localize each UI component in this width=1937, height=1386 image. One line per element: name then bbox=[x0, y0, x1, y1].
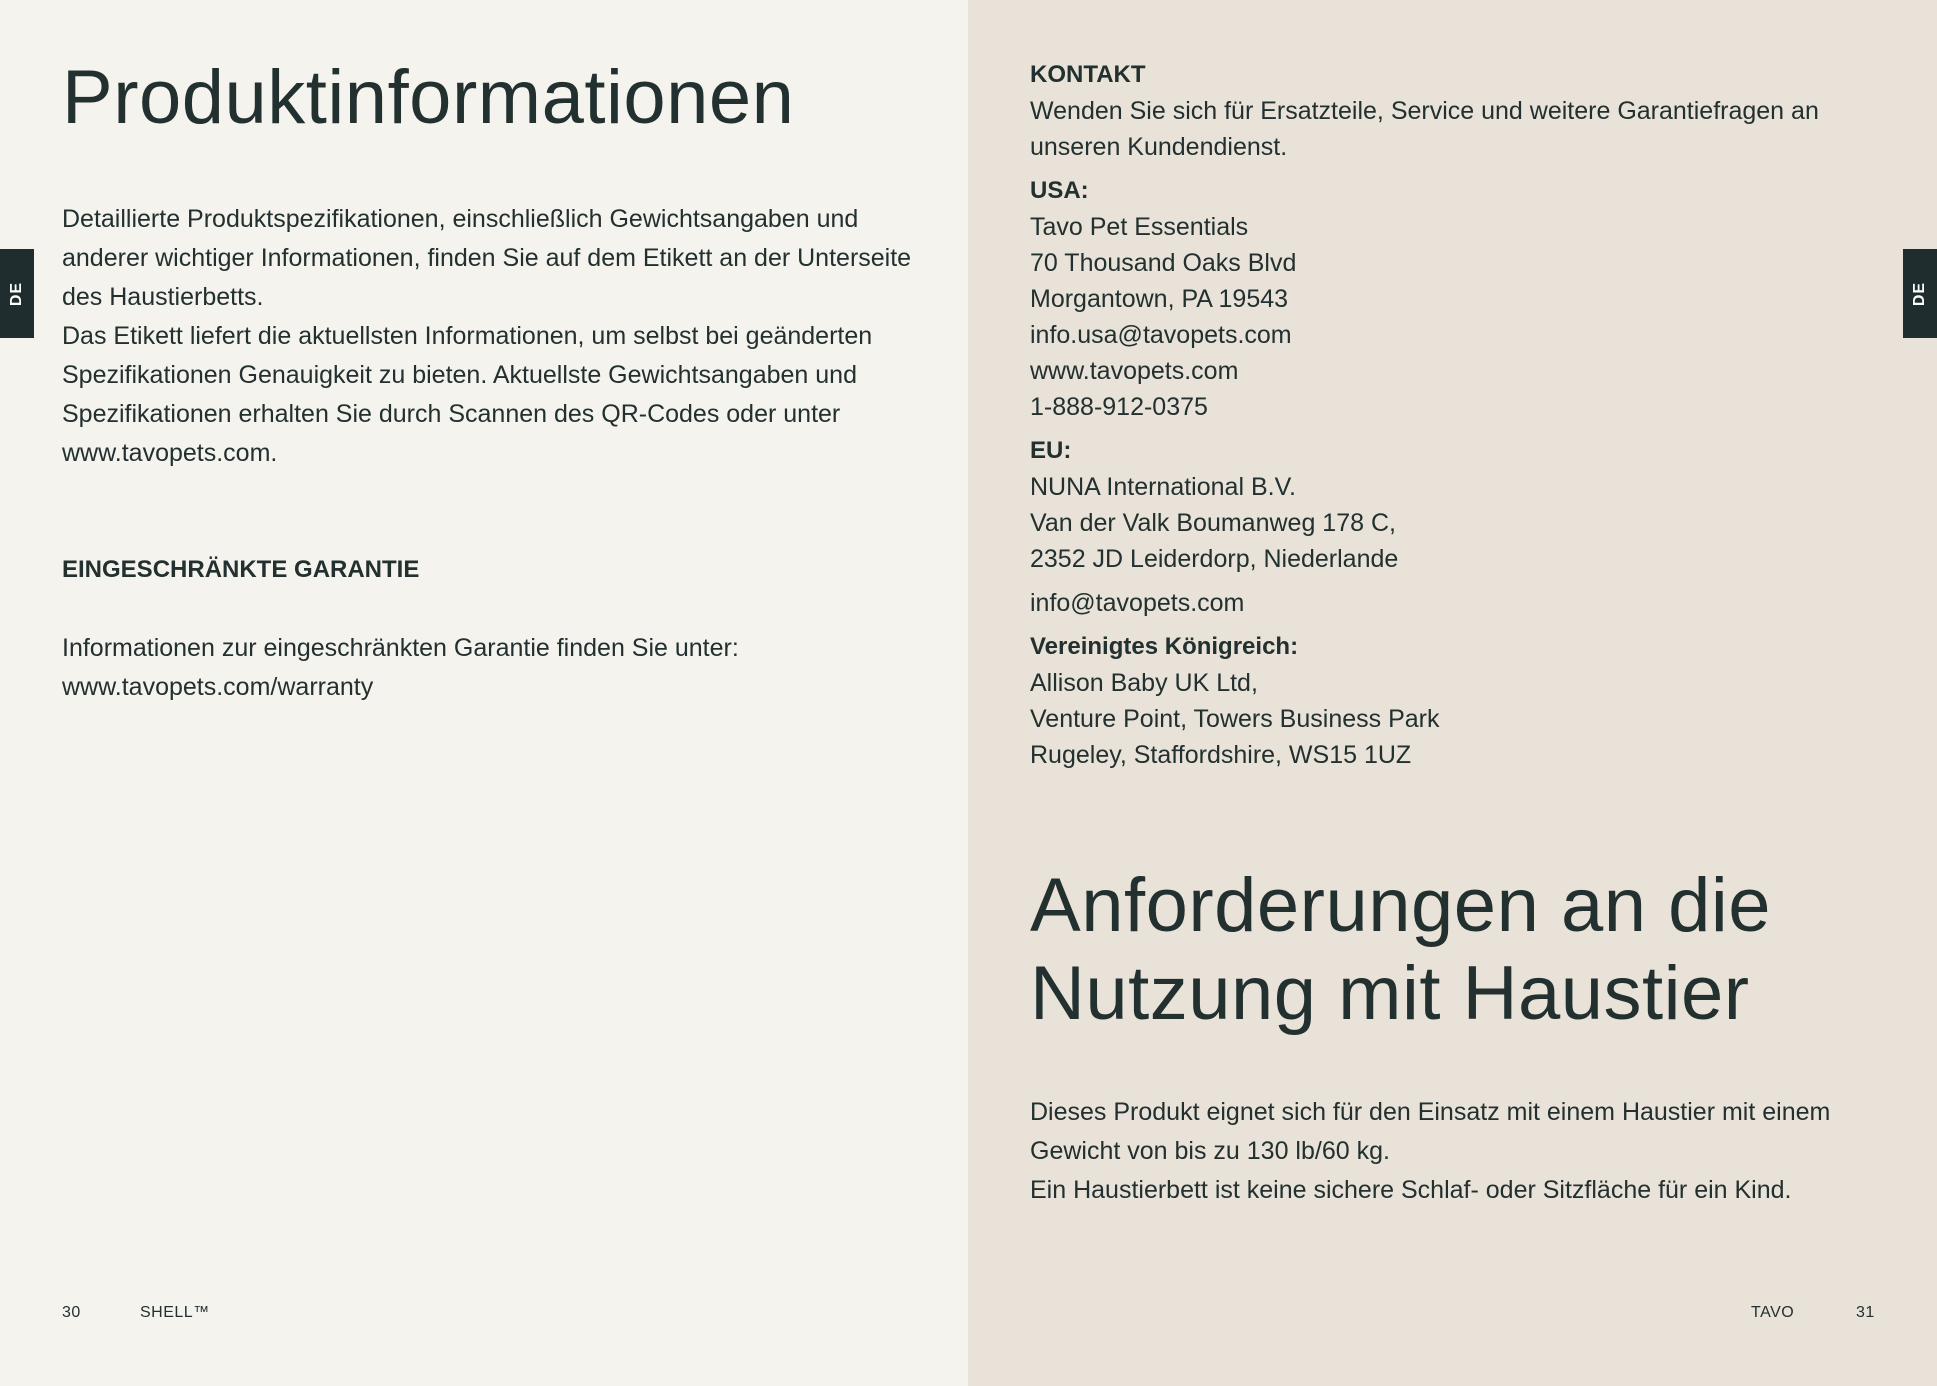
page-title: Produktinformationen bbox=[62, 55, 795, 140]
usa-city: Morgantown, PA 19543 bbox=[1030, 285, 1289, 313]
warranty-heading: EINGESCHRÄNKTE GARANTIE bbox=[62, 556, 420, 583]
right-page bbox=[968, 0, 1937, 1386]
eu-email-link[interactable]: info@tavopets.com bbox=[1030, 589, 1245, 617]
language-tab-label: DE bbox=[7, 281, 25, 306]
paragraph: Ein Haustierbett ist keine sichere Schlaf- oder Sitzfläche für ein Kind. bbox=[1030, 1176, 1792, 1204]
pet-requirements-text bbox=[1030, 1093, 1910, 1210]
uk-street: Venture Point, Towers Business Park bbox=[1030, 705, 1440, 733]
section-title-line: Nutzung mit Haustier bbox=[1030, 951, 1750, 1036]
usa-website-link[interactable]: www.tavopets.com bbox=[1030, 357, 1239, 385]
paragraph: Dieses Produkt eignet sich für den Einsatz mit einem Haustier mit einem Gewicht von bis zu 130 lb/60 kg. bbox=[1030, 1098, 1831, 1165]
usa-company: Tavo Pet Essentials bbox=[1030, 213, 1249, 241]
eu-street: Van der Valk Boumanweg 178 C, bbox=[1030, 509, 1396, 537]
product-info-text bbox=[62, 200, 932, 473]
left-page bbox=[0, 0, 968, 1386]
section-title-line: Anforderungen an die bbox=[1030, 863, 1772, 948]
footer-product-label: SHELL™ bbox=[140, 1304, 210, 1321]
warranty-link[interactable]: www.tavopets.com/warranty bbox=[62, 673, 374, 701]
warranty-text bbox=[62, 629, 912, 707]
contact-heading: KONTAKT bbox=[1030, 61, 1146, 88]
page-number-left: 30 bbox=[62, 1304, 81, 1321]
uk-city: Rugeley, Staffordshire, WS15 1UZ bbox=[1030, 741, 1412, 769]
language-tab-left bbox=[0, 249, 34, 338]
eu-label: EU: bbox=[1030, 437, 1072, 464]
footer-brand-label: TAVO bbox=[1751, 1304, 1795, 1321]
usa-phone: 1-888-912-0375 bbox=[1030, 393, 1208, 421]
section-title bbox=[1030, 862, 1910, 1038]
uk-company: Allison Baby UK Ltd, bbox=[1030, 669, 1258, 697]
uk-label: Vereinigtes Königreich: bbox=[1030, 633, 1299, 660]
eu-company: NUNA International B.V. bbox=[1030, 473, 1296, 501]
warranty-line: Informationen zur eingeschränkten Garantie finden Sie unter: bbox=[62, 634, 739, 662]
contact-section bbox=[1030, 57, 1910, 773]
usa-label: USA: bbox=[1030, 177, 1089, 204]
paragraph: Das Etikett liefert die aktuellsten Informationen, um selbst bei geänderten Spezifikationen Genauigkeit zu bieten. Aktuellste Gewichtsangaben und Spezifikationen erhalten Sie durch Scannen des QR-Codes oder unter www.tavopets.com. bbox=[62, 322, 873, 467]
paragraph: Detaillierte Produktspezifikationen, einschließlich Gewichtsangaben und anderer wichtiger Informationen, finden Sie auf dem Etikett an der Unterseite des Haustierbetts. bbox=[62, 205, 912, 311]
usa-street: 70 Thousand Oaks Blvd bbox=[1030, 249, 1297, 277]
language-tab-label: DE bbox=[1910, 281, 1928, 306]
eu-city: 2352 JD Leiderdorp, Niederlande bbox=[1030, 545, 1399, 573]
page-number-right: 31 bbox=[1856, 1304, 1875, 1321]
usa-email-link[interactable]: info.usa@tavopets.com bbox=[1030, 321, 1292, 349]
contact-intro: Wenden Sie sich für Ersatzteile, Service und weitere Garantiefragen an unseren Kundendienst. bbox=[1030, 97, 1819, 161]
